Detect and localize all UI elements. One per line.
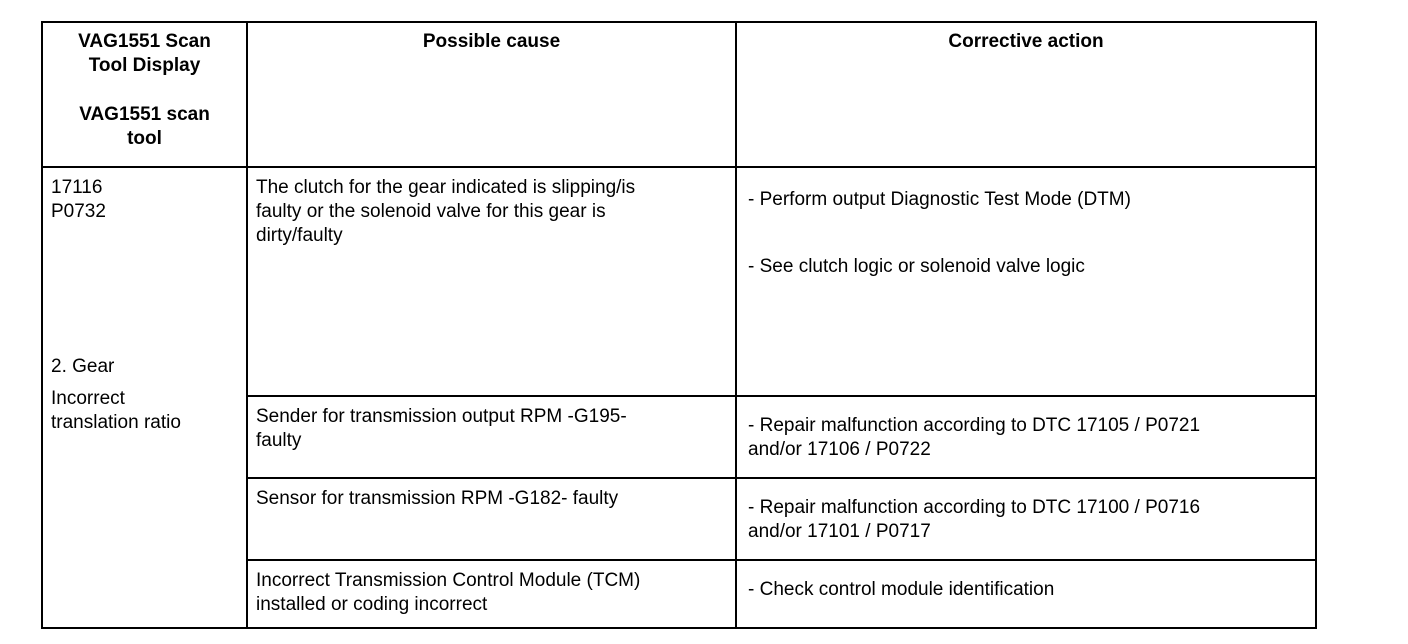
gear-label: 2. Gear bbox=[51, 356, 115, 377]
cause-text: faulty bbox=[256, 430, 302, 451]
table-header-row bbox=[42, 22, 1316, 167]
action-cell bbox=[736, 396, 1316, 478]
cause-text: Incorrect Transmission Control Module (TCM) bbox=[256, 570, 641, 591]
cause-text: Sensor for transmission RPM -G182- faulty bbox=[256, 488, 619, 509]
action-text: - Repair malfunction according to DTC 17100 / P0716 bbox=[748, 497, 1201, 518]
action-text: - Perform output Diagnostic Test Mode (DTM) bbox=[748, 189, 1131, 210]
header-col1-line2: Tool Display bbox=[88, 55, 201, 76]
cause-text: faulty or the solenoid valve for this gear is bbox=[256, 201, 606, 222]
obd-code: P0732 bbox=[51, 201, 106, 222]
cause-text: dirty/faulty bbox=[256, 225, 343, 246]
action-text: - Check control module identification bbox=[748, 579, 1055, 600]
header-col3-label: Corrective action bbox=[948, 31, 1104, 52]
cause-cell bbox=[247, 396, 736, 478]
cause-text: installed or coding incorrect bbox=[256, 594, 488, 615]
header-corrective-action bbox=[736, 22, 1316, 167]
cause-cell bbox=[247, 478, 736, 560]
action-cell bbox=[736, 478, 1316, 560]
cause-text: The clutch for the gear indicated is slipping/is bbox=[256, 177, 636, 198]
cause-text: Sender for transmission output RPM -G195- bbox=[256, 406, 627, 427]
header-col1-line4: tool bbox=[127, 128, 162, 149]
fault-description-line1: Incorrect bbox=[51, 388, 125, 409]
action-cell bbox=[736, 167, 1316, 396]
cause-cell bbox=[247, 560, 736, 628]
fault-code-cell bbox=[42, 167, 247, 628]
header-col1-line1: VAG1551 Scan bbox=[78, 31, 211, 52]
action-text: - See clutch logic or solenoid valve logic bbox=[748, 256, 1085, 277]
dtc-table bbox=[41, 21, 1317, 629]
header-scan-tool-display bbox=[42, 22, 247, 167]
action-text: and/or 17106 / P0722 bbox=[748, 439, 931, 460]
action-cell bbox=[736, 560, 1316, 628]
action-text: - Repair malfunction according to DTC 17105 / P0721 bbox=[748, 415, 1201, 436]
header-col2-label: Possible cause bbox=[422, 31, 561, 52]
table-row bbox=[42, 167, 1316, 396]
header-col1-line3: VAG1551 scan bbox=[79, 104, 210, 125]
action-text: and/or 17101 / P0717 bbox=[748, 521, 931, 542]
fault-description-line2: translation ratio bbox=[51, 412, 181, 433]
fault-code: 17116 bbox=[51, 177, 103, 198]
cause-cell bbox=[247, 167, 736, 396]
header-possible-cause bbox=[247, 22, 736, 167]
